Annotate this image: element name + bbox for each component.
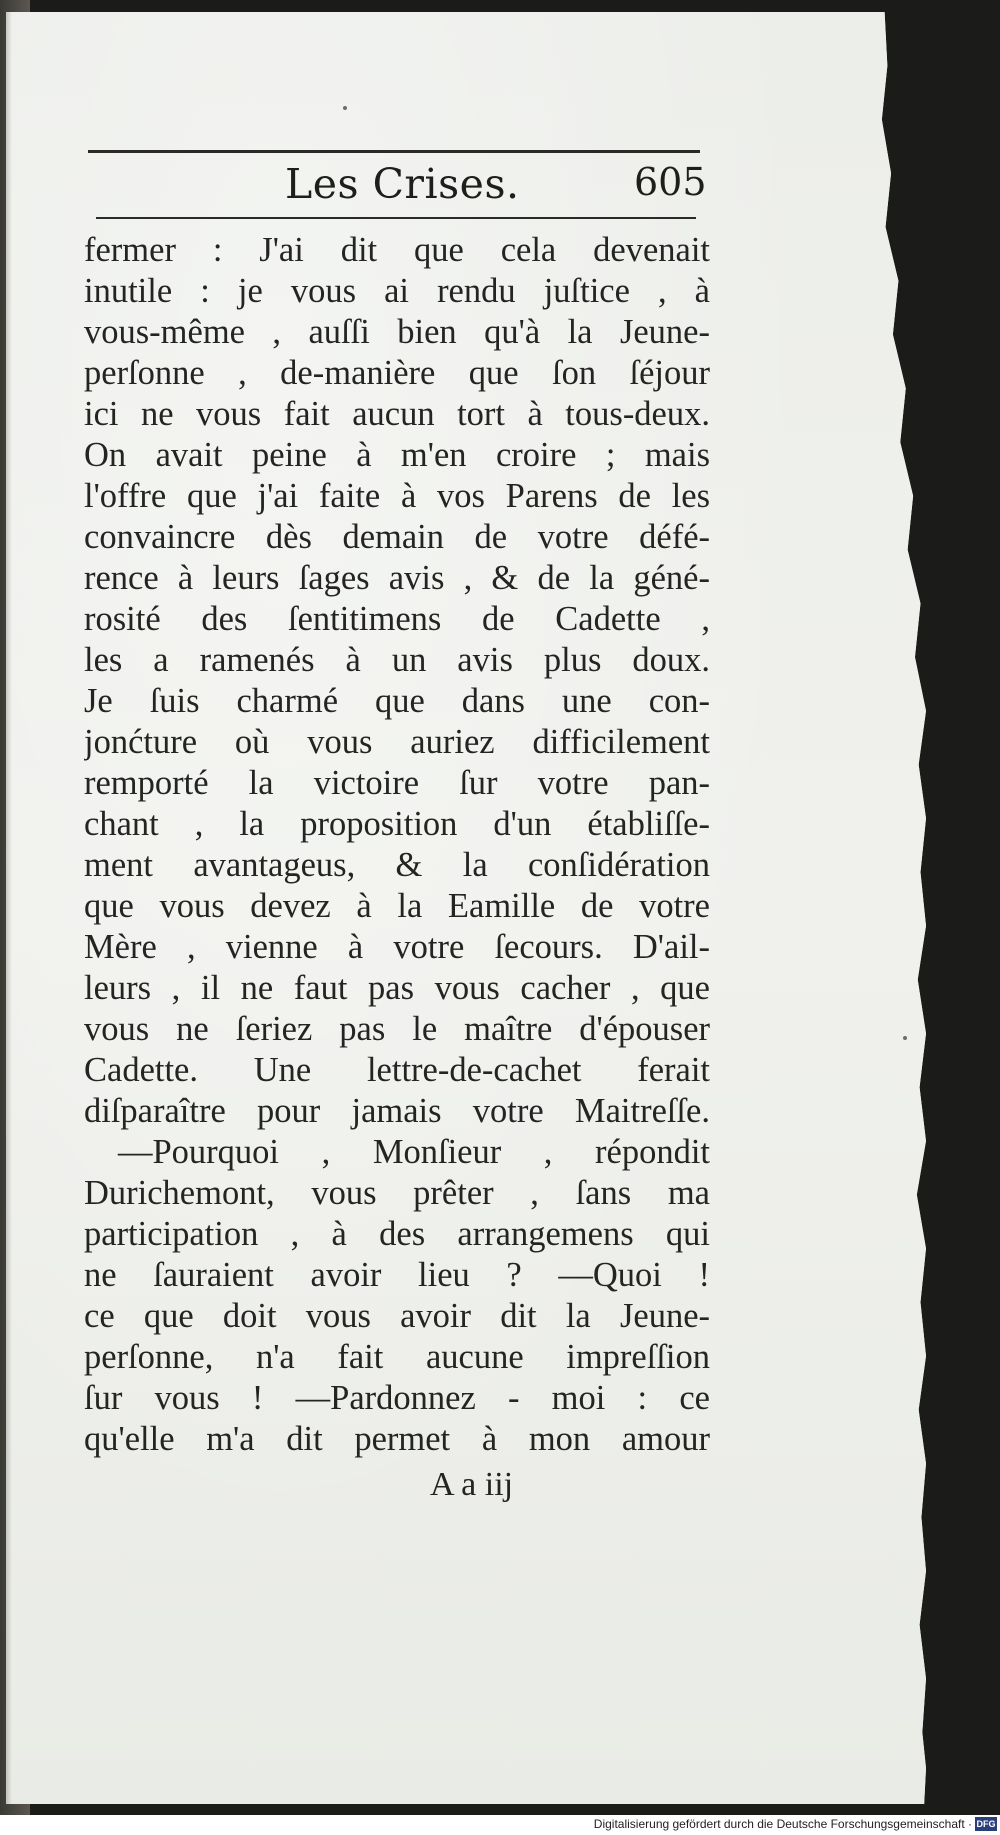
text-line: perſonne, n'a fait aucune impreſſion [84,1338,710,1376]
text-line: leurs , il ne faut pas vous cacher , que [84,969,710,1007]
text-line: chant , la proposition d'un établiſſe- [84,805,710,843]
dfg-logo-icon: DFG [976,1819,996,1829]
text-line: Cadette. Une lettre-de-cachet ferait [84,1051,710,1089]
text-line: que vous devez à la Eamille de votre [84,887,710,925]
text-line: inutile : je vous ai rendu juſtice , à [84,272,710,310]
text-line: ici ne vous fait aucun tort à tous-deux. [84,395,710,433]
text-line: perſonne , de-manière que ſon ſéjour [84,354,710,392]
text-line: l'offre que j'ai faite à vos Parens de les [84,477,710,515]
text-line: ce que doit vous avoir dit la Jeune- [84,1297,710,1335]
text-line: rence à leurs ſages avis , & de la géné- [84,559,710,597]
text-line: remporté la victoire ſur votre pan- [84,764,710,802]
text-line: les a ramenés à un avis plus doux. [84,641,710,679]
text-line: ment avantageus, & la conſidération [84,846,710,884]
funding-credit: Digitalisierung gefördert durch die Deutsche Forschungsgemeinschaft · [593,1817,972,1831]
text-line: qu'elle m'a dit permet à mon amour [84,1420,710,1458]
text-line: On avait peine à m'en croire ; mais [84,436,710,474]
text-line: vous ne ſeriez pas le maître d'épouser [84,1010,710,1048]
text-line: Mère , vienne à votre ſecours. D'ail- [84,928,710,966]
text-line: vous-même , auſſi bien qu'à la Jeune- [84,313,710,351]
text-line: fermer : J'ai dit que cela devenait [84,231,710,269]
text-line: jonćture où vous auriez difficilement [84,723,710,761]
page-number: 605 [634,160,707,204]
paper-speck [903,1036,907,1040]
header-rule-bottom [96,217,696,219]
text-line: ne ſauraient avoir lieu ? —Quoi ! [84,1256,710,1294]
running-title: Les Crises. [285,160,520,208]
body-text [84,230,710,1460]
text-line: Je ſuis charmé que dans une con- [84,682,710,720]
signature-mark: A a iij [430,1466,514,1503]
paper-speck [343,106,347,110]
page-edge-shadow [6,12,12,1804]
text-line: participation , à des arrangemens qui [84,1215,710,1253]
text-line: rosité des ſentitimens de Cadette , [84,600,710,638]
text-line: diſparaître pour jamais votre Maitreſſe. [84,1092,710,1130]
text-line: Durichemont, vous prêter , ſans ma [84,1174,710,1212]
text-line: convaincre dès demain de votre défé- [84,518,710,556]
header-rule-top [88,150,700,153]
text-line: ſur vous ! —Pardonnez - moi : ce [84,1379,710,1417]
text-line: —Pourquoi , Monſieur , répondit [118,1133,710,1171]
